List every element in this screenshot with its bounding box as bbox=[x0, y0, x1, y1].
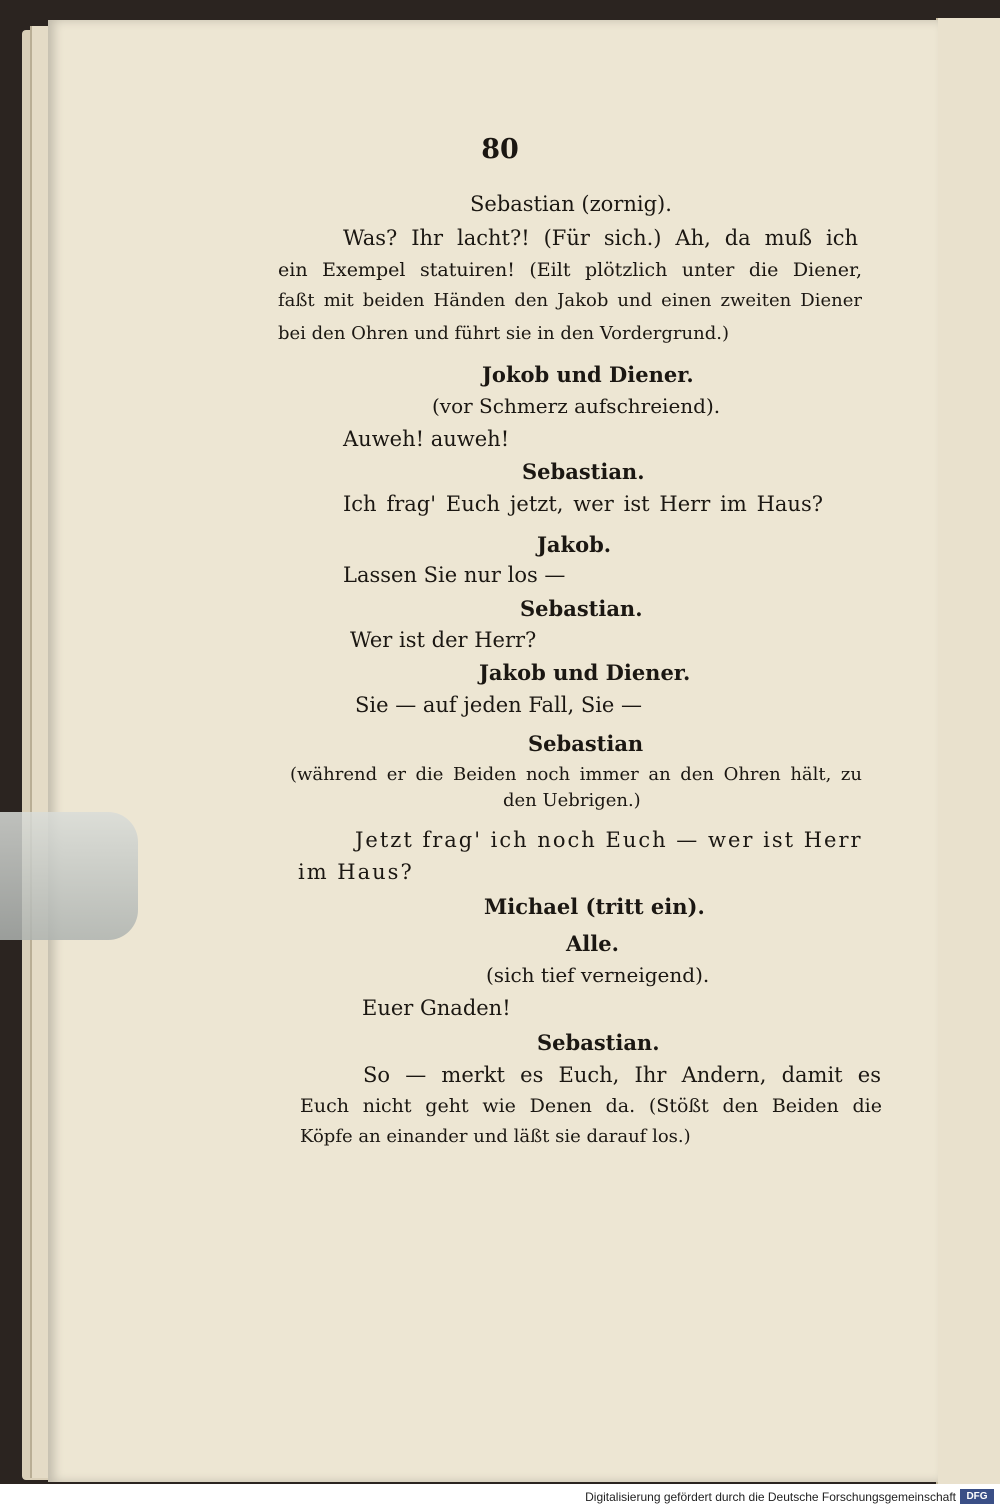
text-line: faßt mit beiden Händen den Jakob und einen zweiten Diener bbox=[278, 290, 862, 311]
text-line: Sie — auf jeden Fall, Sie — bbox=[355, 693, 643, 717]
text-line: Ich frag' Euch jetzt, wer ist Herr im Haus? bbox=[343, 492, 823, 516]
footer-credit: Digitalisierung gefördert durch die Deutsche Forschungsgemeinschaft bbox=[585, 1490, 956, 1504]
text-line: Lassen Sie nur los — bbox=[343, 563, 566, 587]
stage-direction: den Uebrigen.) bbox=[503, 790, 641, 811]
text-line: Was? Ihr lacht?! (Für sich.) Ah, da muß ich bbox=[343, 226, 858, 250]
speaker-line: Sebastian. bbox=[520, 596, 643, 621]
speaker-line: Michael (tritt ein). bbox=[484, 894, 705, 919]
speaker-line: Jakob und Diener. bbox=[479, 660, 691, 685]
speaker-line: Jakob. bbox=[537, 532, 612, 557]
text-line: im Haus? bbox=[298, 860, 414, 884]
text-line: Wer ist der Herr? bbox=[350, 628, 537, 652]
text-line: So — merkt es Euch, Ihr Andern, damit es bbox=[363, 1063, 881, 1087]
stage-direction: (sich tief verneigend). bbox=[486, 963, 710, 987]
stage-direction: (während er die Beiden noch immer an den Ohren hält, zu bbox=[290, 764, 862, 785]
facing-page-edge bbox=[936, 18, 1000, 1484]
text-line: Auweh! auweh! bbox=[343, 427, 510, 451]
speaker-line: Sebastian bbox=[528, 731, 644, 756]
book-clamp bbox=[0, 812, 138, 940]
speaker-line: Jokob und Diener. bbox=[482, 362, 694, 387]
speaker-line: Sebastian. bbox=[522, 459, 645, 484]
footer-bar bbox=[0, 1484, 1000, 1510]
text-line: Jetzt frag' ich noch Euch — wer ist Herr bbox=[355, 828, 863, 852]
speaker-line: Sebastian. bbox=[537, 1030, 660, 1055]
speaker-line: Sebastian (zornig). bbox=[470, 192, 672, 216]
text-line: ein Exempel statuiren! (Eilt plötzlich unter die Diener, bbox=[278, 259, 862, 281]
dfg-logo: DFG bbox=[960, 1489, 994, 1504]
text-line: Köpfe an einander und läßt sie darauf los.) bbox=[300, 1126, 691, 1147]
text-line: bei den Ohren und führt sie in den Vordergrund.) bbox=[278, 323, 729, 344]
text-line: Euer Gnaden! bbox=[362, 996, 511, 1020]
text-line: Euch nicht geht wie Denen da. (Stößt den Beiden die bbox=[300, 1095, 882, 1117]
speaker-line: Alle. bbox=[566, 931, 619, 956]
stage-direction: (vor Schmerz aufschreiend). bbox=[432, 394, 721, 418]
page-number: 80 bbox=[481, 134, 519, 165]
